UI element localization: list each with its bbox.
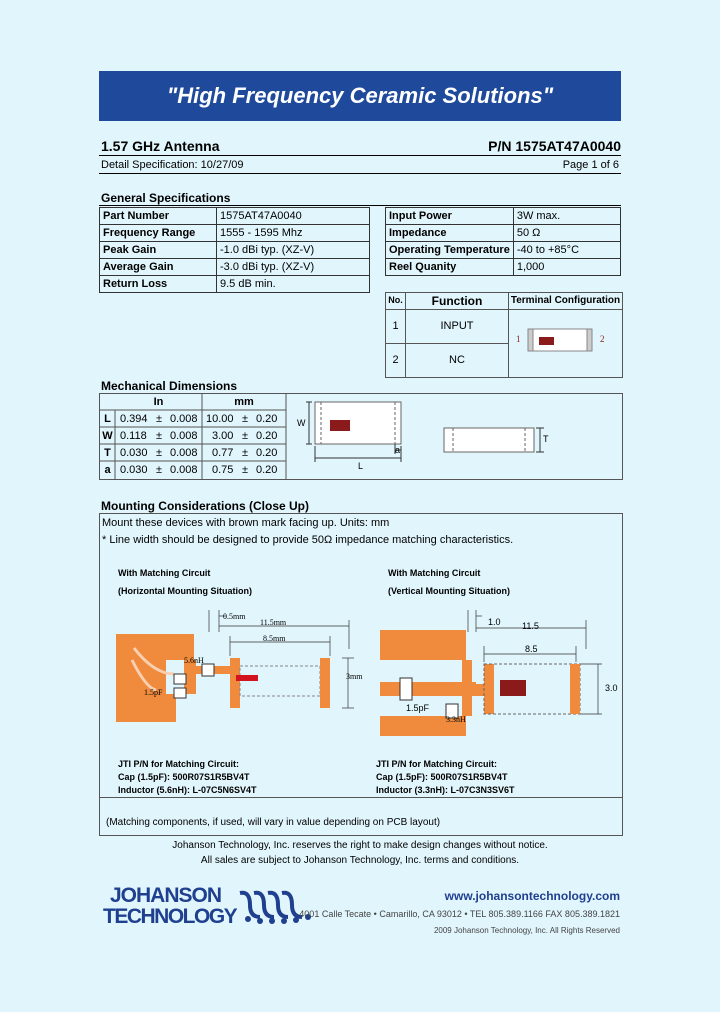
mech-mm: 0.75 [212, 464, 234, 476]
part-number-title: P/N 1575AT47A0040 [488, 138, 621, 154]
spec-label: Reel Quanity [386, 259, 514, 276]
table-row [386, 259, 621, 276]
antenna-top-view-diagram [295, 398, 415, 476]
spec-label: Operating Temperature [386, 242, 514, 259]
website-link[interactable]: www.johansontechnology.com [444, 889, 620, 903]
right-cap-label: 1.5pF [406, 703, 430, 713]
terminal-function-2: NC [449, 354, 465, 366]
table-row [100, 259, 370, 276]
spec-value: 1575AT47A0040 [217, 208, 370, 225]
mech-in: 0.118 [120, 430, 147, 442]
logo-line-1: JOHANSON [110, 884, 222, 907]
mechanical-box [99, 393, 623, 480]
logo-mark [236, 887, 318, 927]
mech-pm: ± [242, 413, 249, 425]
left-layout-title-2: (Horizontal Mounting Situation) [118, 586, 252, 596]
spec-label: Average Gain [100, 259, 217, 276]
mounting-note-2: * Line width should be designed to provide 50Ω impedance matching characteristics. [102, 534, 514, 546]
copyright: 2009 Johanson Technology, Inc. All Rights Reserved [433, 926, 620, 935]
table-row [386, 225, 621, 242]
spec-value: -40 to +85°C [513, 242, 620, 259]
spec-label: Input Power [386, 208, 514, 225]
product-title: 1.57 GHz Antenna [101, 138, 220, 154]
mech-col-mm: mm [234, 396, 254, 408]
table-row [100, 225, 370, 242]
left-inductor-label: 5.6nH [184, 656, 204, 665]
terminal-no-2: 2 [392, 354, 399, 366]
terminal-no-1: 1 [392, 320, 399, 332]
mech-mm: 0.77 [212, 447, 234, 459]
table-row [100, 208, 370, 225]
company-address: 4001 Calle Tecate • Camarillo, CA 93012 • TEL 805.389.1166 FAX 805.389.1821 [299, 909, 620, 919]
right-layout-title-2: (Vertical Mounting Situation) [388, 586, 510, 596]
spec-value: 1555 - 1595 Mhz [217, 225, 370, 242]
mech-pm: ± [156, 447, 163, 459]
spec-label: Impedance [386, 225, 514, 242]
mech-in-tol: 0.008 [170, 430, 198, 442]
mounting-title: Mounting Considerations (Close Up) [101, 499, 309, 513]
mech-dim: T [104, 447, 111, 459]
spec-label: Part Number [100, 208, 217, 225]
mech-mm: 3.00 [212, 430, 234, 442]
terminal-config-diagram [524, 327, 596, 353]
left-dim-115: 11.5mm [260, 618, 287, 627]
mech-dim: L [104, 413, 111, 425]
mech-in-tol: 0.008 [170, 413, 198, 425]
general-spec-table-left [99, 207, 370, 293]
disclaimer-2: All sales are subject to Johanson Technology, Inc. terms and conditions. [200, 855, 520, 866]
header-divider [99, 155, 621, 156]
left-cap-label: 1.5pF [144, 688, 163, 697]
mounting-box [99, 513, 623, 836]
mech-in: 0.030 [120, 447, 148, 459]
pin-1-label: 1 [516, 334, 521, 344]
mech-in-tol: 0.008 [170, 464, 198, 476]
spec-value: 3W max. [513, 208, 620, 225]
mech-pm: ± [242, 430, 249, 442]
terminal-header-no: No. [388, 295, 403, 305]
terminal-header-config: Terminal Configuration [510, 295, 621, 306]
mech-in-tol: 0.008 [170, 447, 198, 459]
right-dim-85: 8.5 [525, 644, 538, 654]
mech-col-in: In [153, 396, 164, 408]
spec-value: 50 Ω [513, 225, 620, 242]
mech-in: 0.394 [120, 413, 148, 425]
right-inductor-label: 3.3nH [446, 715, 466, 724]
mech-mm-tol: 0.20 [256, 430, 278, 442]
logo-line-2: TECHNOLOGY [103, 905, 237, 928]
detail-spec: Detail Specification: 10/27/09 [101, 159, 244, 171]
mech-in: 0.030 [120, 464, 148, 476]
row-divider [386, 343, 508, 344]
general-spec-table-right [385, 207, 621, 276]
right-jti-title: JTI P/N for Matching Circuit: [376, 759, 498, 769]
left-dim-3: 3mm [346, 672, 363, 681]
page-banner: "High Frequency Ceramic Solutions" [99, 71, 621, 121]
table-row [386, 242, 621, 259]
mech-dim: a [104, 464, 111, 476]
right-dim-10: 1.0 [488, 617, 501, 627]
right-layout-title-1: With Matching Circuit [388, 568, 481, 578]
dim-t-label: T [543, 434, 549, 444]
mech-pm: ± [156, 464, 163, 476]
table-row [100, 242, 370, 259]
mechanical-title: Mechanical Dimensions [101, 379, 238, 393]
general-spec-title: General Specifications [101, 191, 231, 205]
spec-value: -1.0 dBi typ. (XZ-V) [217, 242, 370, 259]
dim-l-label: L [358, 461, 364, 471]
mech-mm-tol: 0.20 [256, 413, 278, 425]
spec-label: Frequency Range [100, 225, 217, 242]
mech-pm: ± [242, 447, 249, 459]
left-jti-inductor: Inductor (5.6nH): L-07C5N6SV4T [118, 785, 257, 795]
mech-mm: 10.00 [206, 413, 234, 425]
table-row [386, 208, 621, 225]
antenna-side-view-diagram [440, 422, 550, 458]
right-jti-inductor: Inductor (3.3nH): L-07C3N3SV6T [376, 785, 515, 795]
header-divider-2 [99, 173, 621, 174]
spec-value: 1,000 [513, 259, 620, 276]
left-jti-cap: Cap (1.5pF): 500R07S1R5BV4T [118, 772, 250, 782]
mounting-divider [100, 797, 622, 798]
right-jti-cap: Cap (1.5pF): 500R07S1R5BV4T [376, 772, 508, 782]
mech-dim: W [102, 430, 113, 442]
dim-a-label: a [395, 445, 401, 455]
spec-value: 9.5 dB min. [217, 276, 370, 293]
terminal-function-1: INPUT [440, 320, 474, 332]
terminal-table [385, 292, 623, 378]
right-dim-30: 3.0 [605, 683, 618, 693]
mech-pm: ± [156, 413, 163, 425]
left-dim-05: 0.5mm [223, 612, 246, 621]
mech-mm-tol: 0.20 [256, 447, 278, 459]
mech-pm: ± [156, 430, 163, 442]
table-row [100, 276, 370, 293]
spec-label: Peak Gain [100, 242, 217, 259]
general-divider [99, 205, 621, 206]
spec-value: -3.0 dBi typ. (XZ-V) [217, 259, 370, 276]
left-jti-title: JTI P/N for Matching Circuit: [118, 759, 240, 769]
mech-pm: ± [242, 464, 249, 476]
mech-mm-tol: 0.20 [256, 464, 278, 476]
pin-2-label: 2 [600, 334, 605, 344]
dim-w-label: W [297, 418, 306, 428]
left-layout-title-1: With Matching Circuit [118, 568, 211, 578]
right-dim-115: 11.5 [522, 621, 539, 631]
page-number: Page 1 of 6 [562, 159, 619, 171]
matching-note: (Matching components, if used, will vary in value depending on PCB layout) [106, 817, 441, 828]
mounting-note-1: Mount these devices with brown mark facing up. Units: mm [102, 517, 390, 529]
disclaimer-1: Johanson Technology, Inc. reserves the right to make design changes without notice. [172, 840, 548, 851]
terminal-header-function: Function [431, 294, 483, 308]
spec-label: Return Loss [100, 276, 217, 293]
left-dim-85: 8.5mm [263, 634, 286, 643]
horizontal-mounting-diagram [114, 604, 374, 734]
